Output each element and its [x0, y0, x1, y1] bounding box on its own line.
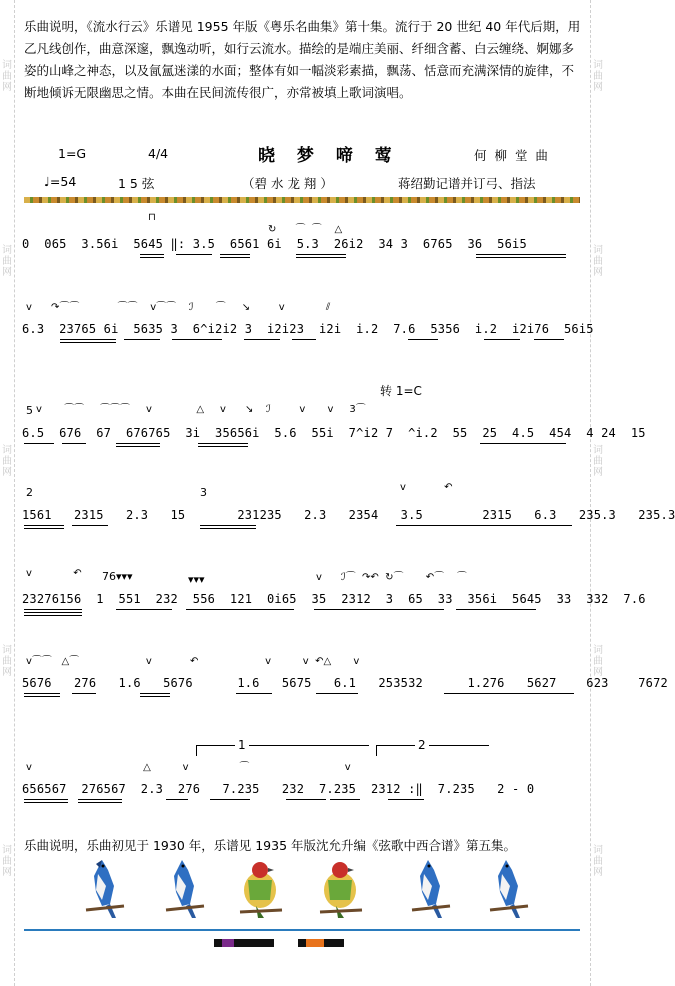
fingering-mark: 76▾▾▾ [102, 570, 133, 583]
bowing-mark: ↻ ⌒ ⌒ △ [268, 224, 343, 235]
underline [484, 339, 520, 340]
underline [24, 802, 68, 803]
underline [186, 609, 294, 610]
underline [140, 696, 170, 697]
underline [244, 339, 280, 340]
tuning: 1 5 弦 [118, 176, 155, 191]
underline [24, 799, 68, 800]
ending-bracket-1 [196, 738, 369, 756]
underline [60, 339, 116, 340]
divider-rule [24, 929, 580, 931]
underline [236, 693, 272, 694]
underline [480, 443, 566, 444]
underline [388, 799, 424, 800]
time-signature: 4/4 [148, 146, 169, 161]
bird-illustrations [80, 856, 530, 922]
underline [60, 342, 116, 343]
score-row-5: 23276156 1 551 232 556 121 0i65 35 2312 3 65 33 356i 5645 33 332 7.6 [22, 592, 646, 606]
fingering-mark: ▾▾▾ [188, 573, 205, 586]
underline [286, 799, 326, 800]
underline [72, 693, 96, 694]
underline [456, 609, 536, 610]
underline [198, 443, 248, 444]
modulation-mark: 转 1=C [380, 384, 422, 398]
bowing-mark: ⊓ [148, 212, 156, 223]
underline [200, 528, 256, 529]
bowing-mark: v ℐ⌒ ↷↶ ↻⌒ ↶⌒ ⌒ [316, 572, 467, 583]
second-note: 乐曲说明，乐曲初见于 1930 年，乐谱见 1935 年版沈允升编《弦歌中西合谱》第五集。 [24, 838, 517, 853]
watermark-text: 词曲网 [2, 445, 12, 478]
fingering-mark: 3 [200, 486, 207, 499]
bowing-mark: v⌒⌒ △⌒ v ↶ v v ↶△ v [26, 656, 360, 667]
underline [476, 254, 566, 255]
underline [24, 443, 54, 444]
intro-paragraph: 乐曲说明，《流水行云》乐谱见 1955 年版《粤乐名曲集》第十集。流行于 20 世纪 40 年代后期，用乙凡线创作，曲意深邃，飘逸动听，如行云流水。描绘的是端庄美丽、纤细含蓄、白云缠绕、婀娜多姿的山峰之神态，以及氤氲迷漾的水面；整体有如一幅淡彩素描，飘荡、恬意而充满深情的旋律，不断地倾诉无限幽思之情。本曲在民间流传很广，亦常被填上歌词演唱。 [24, 19, 581, 100]
underline [116, 446, 160, 447]
watermark-text: 词曲网 [593, 60, 603, 93]
bowing-mark: v ↷⌒⌒ ⌒⌒ v⌒⌒ ℐ ⌒ ↘ v ⫽ [26, 302, 331, 313]
underline [444, 693, 574, 694]
watermark-text: 词曲网 [2, 245, 12, 278]
score-row-1: 0 065 3.56i 5645 ‖: 3.5 6561 6i 5.3 26i2 34 3 6765 36 56i5 [22, 237, 527, 251]
left-margin-strip [0, 0, 15, 986]
underline [200, 525, 256, 526]
arranger: 蒋绍勤记谱并订弓、指法 [398, 176, 536, 191]
watermark-text: 词曲网 [593, 245, 603, 278]
tempo-mark: ♩=54 [44, 174, 77, 189]
underline [62, 443, 86, 444]
ending-label: 2 [415, 738, 429, 752]
key-signature: 1=G [58, 146, 87, 161]
blue-jay-icon [484, 856, 532, 922]
ending-label: 1 [235, 738, 249, 752]
composer: 何 柳 堂 曲 [474, 148, 550, 163]
underline [24, 612, 82, 613]
bowing-mark: v ↶ [400, 482, 453, 493]
blue-jay-icon [80, 856, 128, 922]
underline [24, 528, 64, 529]
underline [78, 799, 122, 800]
score-row-4: 1561 2315 2.3 15 231235 2.3 2354 3.5 2315 6.3 235.3 235.3 [22, 508, 675, 522]
subtitle: （碧 水 龙 翔 ） [242, 176, 333, 191]
watermark-text: 词曲网 [593, 445, 603, 478]
fingering-mark: 5 [26, 404, 33, 417]
watermark-text: 词曲网 [593, 845, 603, 878]
right-margin-strip [590, 0, 605, 986]
underline [316, 693, 358, 694]
underline [172, 339, 222, 340]
score-row-3: 6.5 676 67 676765 3i 35656i 5.6 55i 7^i2 7 ^i.2 55 25 4.5 454 4 24 15 [22, 426, 646, 440]
watermark-text: 词曲网 [2, 645, 12, 678]
underline [220, 254, 250, 255]
piece-title: 晓 梦 啼 莺 [258, 146, 400, 166]
underline [24, 696, 60, 697]
watermark-text: 词曲网 [593, 645, 603, 678]
underline [210, 799, 250, 800]
underline [408, 339, 438, 340]
finch-icon [316, 856, 364, 922]
bowing-mark: v △ v ⌒ v [26, 762, 351, 773]
finch-icon [236, 856, 284, 922]
underline [330, 799, 360, 800]
underline [116, 609, 172, 610]
underline [292, 339, 316, 340]
decorative-border [24, 197, 580, 203]
underline [534, 339, 564, 340]
underline [140, 254, 164, 255]
watermark-text: 词曲网 [2, 60, 12, 93]
underline [124, 339, 160, 340]
footer-decoration [214, 939, 374, 947]
underline [296, 257, 346, 258]
score-row-2: 6.3 23765 6i 5635 3 6^i2i2 3 i2i23 i2i i.2 7.6 5356 i.2 i2i76 56i5 [22, 322, 594, 336]
ending-bracket-2 [376, 738, 489, 756]
underline [140, 257, 164, 258]
underline [24, 615, 82, 616]
score-row-6: 5676 276 1.6 5676 1.6 5675 6.1 253532 1.276 5627 623 7672 [22, 676, 668, 690]
underline [314, 609, 444, 610]
underline [166, 799, 188, 800]
underline [78, 802, 122, 803]
underline [24, 609, 82, 610]
watermark-text: 词曲网 [2, 845, 12, 878]
underline [396, 525, 572, 526]
underline [140, 693, 170, 694]
blue-jay-icon [160, 856, 208, 922]
underline [296, 254, 346, 255]
fingering-mark: 2 [26, 486, 33, 499]
score-row-7: 656567 276567 2.3 276 7.235 232 7.235 2312 :‖ 7.235 2 - 0 [22, 782, 535, 796]
underline [476, 257, 566, 258]
underline [24, 693, 60, 694]
underline [220, 257, 250, 258]
underline [176, 254, 212, 255]
underline [116, 443, 160, 444]
underline [24, 525, 64, 526]
underline [72, 525, 108, 526]
underline [198, 446, 248, 447]
blue-jay-icon [406, 856, 454, 922]
bowing-mark: v ⌒⌒ ⌒⌒⌒ v △ v ↘ ℐ v v 3⌒ [36, 404, 366, 415]
bowing-mark: v ↶ [26, 568, 82, 579]
